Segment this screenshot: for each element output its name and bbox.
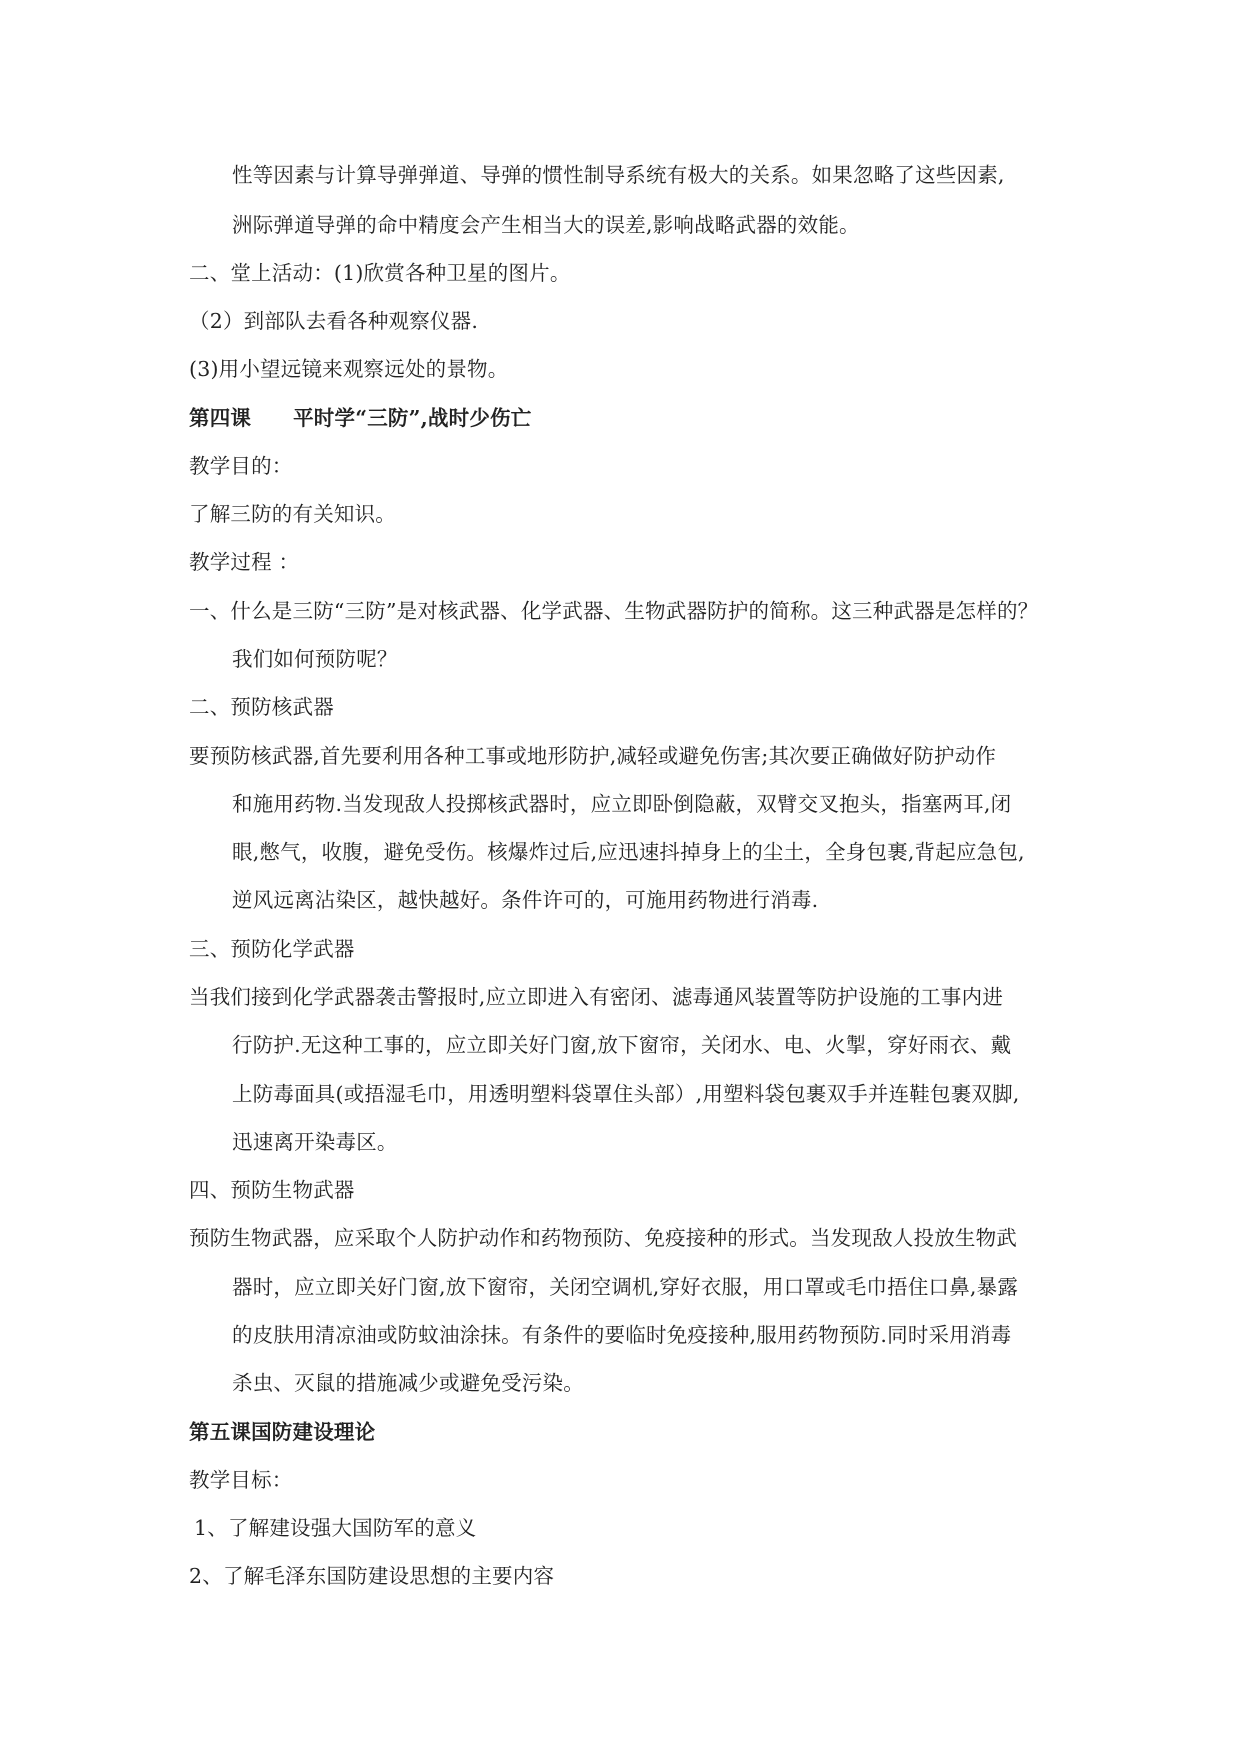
text-line: 二、堂上活动：(1)欣赏各种卫星的图片。: [189, 261, 571, 285]
lesson-number: 第四课: [189, 406, 252, 430]
text-line: 教学过程 ：: [189, 550, 300, 574]
text-line: 教学目的：: [189, 454, 293, 478]
text-line: 当我们接到化学武器袭击警报时,应立即进入有密闭、滤毒通风装置等防护设施的工事内进: [189, 985, 1004, 1009]
text-line: 了解三防的有关知识。: [189, 502, 396, 526]
text-line: 和施用药物.当发现敌人投掷核武器时，应立即卧倒隐蔽，双臂交叉抱头，指塞两耳,闭: [232, 792, 1012, 816]
text-line: 预防生物武器，应采取个人防护动作和药物预防、免疫接种的形式。当发现敌人投放生物武: [189, 1226, 1017, 1250]
lesson-title: 平时学“三防”,战时少伤亡: [293, 406, 532, 430]
text-line: 2、了解毛泽东国防建设思想的主要内容: [189, 1564, 555, 1588]
text-line: 洲际弹道导弹的命中精度会产生相当大的误差,影响战略武器的效能。: [232, 213, 860, 237]
lesson-heading: 第五课国防建设理论: [189, 1420, 376, 1444]
text-line: 教学目标：: [189, 1468, 293, 1492]
text-line: 要预防核武器,首先要利用各种工事或地形防护,减轻或避免伤害;其次要正确做好防护动作: [189, 744, 997, 768]
text-line: 二、预防核武器: [189, 695, 334, 719]
text-line: 杀虫、灭鼠的措施减少或避免受污染。: [232, 1371, 584, 1395]
text-line: 上防毒面具(或捂湿毛巾，用透明塑料袋罩住头部）,用塑料袋包裹双手并连鞋包裹双脚,: [232, 1082, 1020, 1106]
text-line: (3)用小望远镜来观察远处的景物。: [189, 357, 509, 381]
text-line: 器时，应立即关好门窗,放下窗帘，关闭空调机,穿好衣服，用口罩或毛巾捂住口鼻,暴露: [232, 1275, 1019, 1299]
text-line: 三、预防化学武器: [189, 937, 355, 961]
lesson-heading: [0, 404, 1241, 432]
text-line: 性等因素与计算导弹弹道、导弹的惯性制导系统有极大的关系。如果忽略了这些因素,: [232, 163, 1005, 187]
text-line: 逆风远离沾染区，越快越好。条件许可的，可施用药物进行消毒.: [232, 888, 819, 912]
text-line: 眼,憋气，收腹，避免受伤。核爆炸过后,应迅速抖掉身上的尘土，全身包裹,背起应急包,: [232, 840, 1025, 864]
text-line: 我们如何预防呢？: [232, 647, 398, 671]
text-line: （2）到部队去看各种观察仪器.: [189, 309, 479, 333]
text-line: 1、了解建设强大国防军的意义: [194, 1516, 477, 1540]
text-line: 四、预防生物武器: [189, 1178, 355, 1202]
text-line: 的皮肤用清凉油或防蚊油涂抹。有条件的要临时免疫接种,服用药物预防.同时采用消毒: [232, 1323, 1012, 1347]
text-line: 一、什么是三防“三防”是对核武器、化学武器、生物武器防护的简称。这三种武器是怎样的？: [189, 599, 1039, 623]
text-line: 迅速离开染毒区。: [232, 1130, 398, 1154]
text-line: 行防护.无这种工事的，应立即关好门窗,放下窗帘，关闭水、电、火掣，穿好雨衣、戴: [232, 1033, 1012, 1057]
